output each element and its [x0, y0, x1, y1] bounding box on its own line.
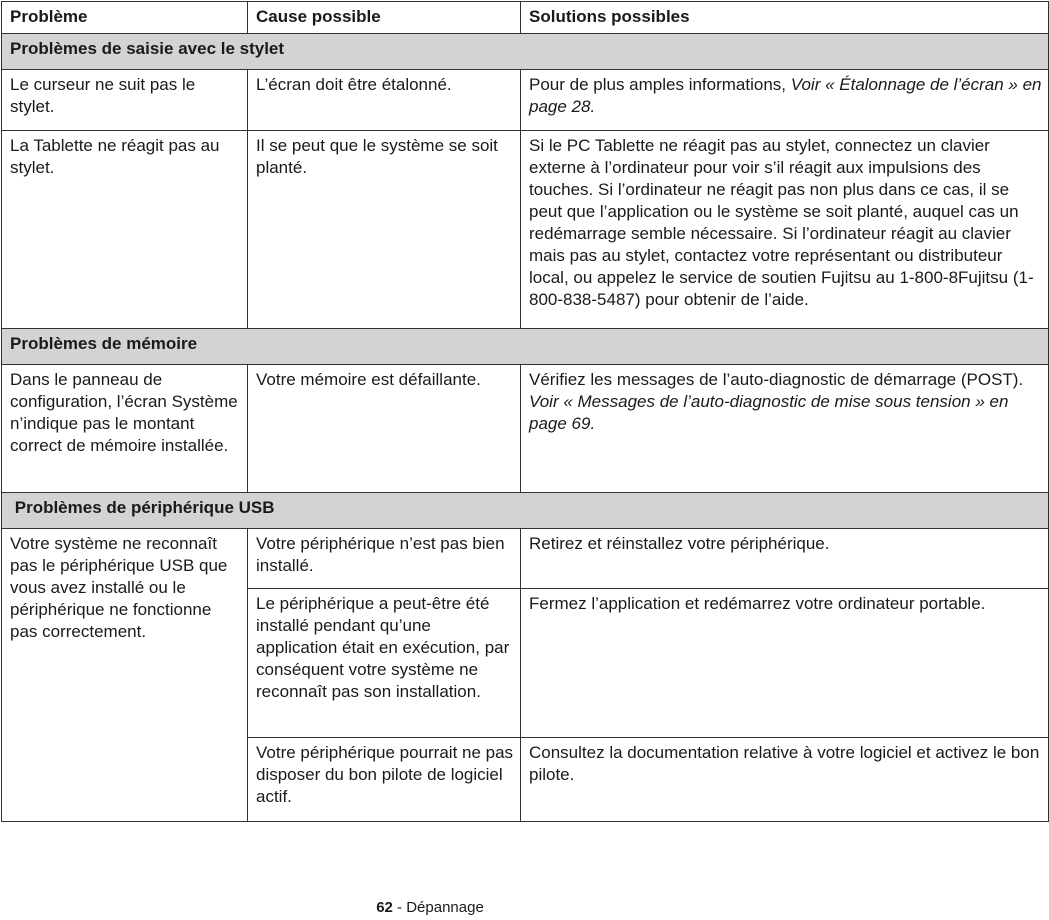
solution-cell: Consultez la documentation relative à votre logiciel et activez le bon pilote.: [521, 738, 1049, 822]
cause-cell: Il se peut que le système se soit planté.: [248, 131, 521, 329]
cause-cell: L’écran doit être étalonné.: [248, 70, 521, 131]
table-row: [2, 365, 1049, 493]
solution-cell: [521, 70, 1049, 131]
troubleshooting-table: [1, 1, 1049, 822]
table-row: [2, 131, 1049, 329]
cause-cell: Votre mémoire est défaillante.: [248, 365, 521, 493]
section-header-usb: [2, 493, 1049, 529]
section-header-memory: [2, 329, 1049, 365]
page-reference: Voir « Étalonnage de l’écran » en page 28.: [529, 75, 1042, 116]
solution-cell: Fermez l’application et redémarrez votre ordinateur portable.: [521, 589, 1049, 738]
table-row: [2, 70, 1049, 131]
problem-cell: Votre système ne reconnaît pas le périphérique USB que vous avez installé ou le périphérique ne fonctionne pas correctement.: [2, 529, 248, 822]
column-header-cause: Cause possible: [248, 2, 521, 34]
cause-cell: Le périphérique a peut-être été installé pendant qu’une application était en exécution, par conséquent votre système ne reconnaît pas son installation.: [248, 589, 521, 738]
section-title: Problèmes de saisie avec le stylet: [2, 34, 1049, 70]
section-title: Problèmes de périphérique USB: [2, 493, 1049, 529]
column-header-solution: Solutions possibles: [521, 2, 1049, 34]
section-title: Problèmes de mémoire: [2, 329, 1049, 365]
page-footer: [0, 899, 860, 917]
solution-cell: Retirez et réinstallez votre périphérique.: [521, 529, 1049, 589]
solution-cell: Si le PC Tablette ne réagit pas au stylet, connectez un clavier externe à l’ordinateur pour voir s’il réagit aux impulsions des touches. Si l’ordinateur ne réagit pas non plus dans ce cas, il se peut que l’application ou le système se soit planté, auquel cas un redémarrage semble nécessaire. Si l’ordinateur réagit au clavier mais pas au stylet, contactez votre représentant ou distributeur local, ou appelez le service de soutien Fujitsu au 1-800-8Fujitsu (1-800-838-5487) pour obtenir de l’aide.: [521, 131, 1049, 329]
table-header-row: [2, 2, 1049, 34]
footer-section-title: - Dépannage: [392, 899, 484, 916]
section-header-stylus: [2, 34, 1049, 70]
solution-cell: [521, 365, 1049, 493]
page-number: 62: [376, 899, 393, 916]
solution-text: Vérifiez les messages de l’auto-diagnostic de démarrage (POST).: [529, 370, 1024, 389]
solution-text: Pour de plus amples informations,: [529, 75, 791, 94]
problem-cell: Dans le panneau de configuration, l’écran Système n’indique pas le montant correct de mémoire installée.: [2, 365, 248, 493]
cause-cell: Votre périphérique n’est pas bien installé.: [248, 529, 521, 589]
column-header-problem: Problème: [2, 2, 248, 34]
problem-cell: Le curseur ne suit pas le stylet.: [2, 70, 248, 131]
page-reference: Voir « Messages de l’auto-diagnostic de mise sous tension » en page 69.: [529, 392, 1009, 433]
problem-cell: La Tablette ne réagit pas au stylet.: [2, 131, 248, 329]
table-row: [2, 529, 1049, 589]
cause-cell: Votre périphérique pourrait ne pas disposer du bon pilote de logiciel actif.: [248, 738, 521, 822]
